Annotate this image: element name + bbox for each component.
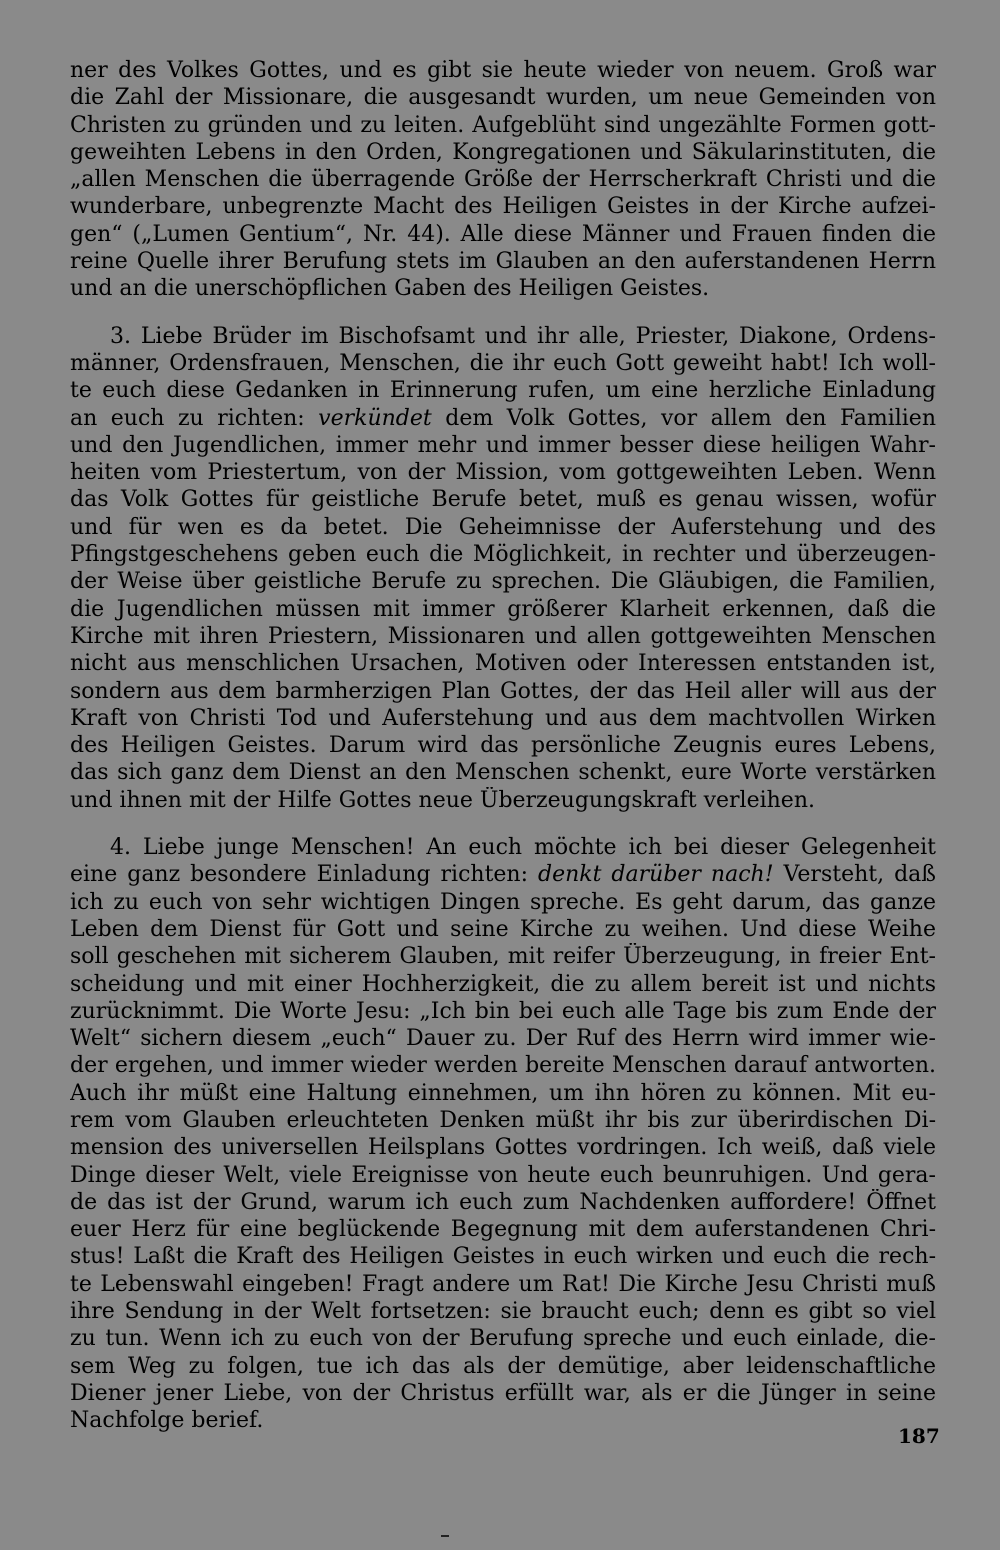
text-line: die Zahl der Missionare, die ausgesandt wurden, um neue Gemeinden von xyxy=(70,85,936,111)
bottom-mark xyxy=(441,1535,449,1537)
text-line: de das ist der Grund, warum ich euch zum Nachdenken auffordere! Öffnet xyxy=(70,1189,936,1215)
text-line: Leben dem Dienst für Gott und seine Kirche zu weihen. Und diese Weihe xyxy=(70,916,936,942)
text-line: Diener jener Liebe, von der Christus erfüllt war, als er die Jünger in seine xyxy=(70,1380,936,1406)
text-line: nicht aus menschlichen Ursachen, Motiven oder Interessen entstanden ist, xyxy=(70,651,936,677)
paragraph xyxy=(70,57,936,303)
emphasis: verkündet xyxy=(318,405,432,431)
text-line: ner des Volkes Gottes, und es gibt sie heute wieder von neuem. Groß war xyxy=(70,58,936,83)
text-line: rem vom Glauben erleuchteten Denken müßt ihr bis zur überirdischen Di- xyxy=(70,1107,936,1133)
page-body xyxy=(70,57,936,1435)
text-line: und den Jugendlichen, immer mehr und immer besser diese heiligen Wahr- xyxy=(70,432,936,458)
text-line: zu tun. Wenn ich zu euch von der Berufung spreche und euch einlade, die- xyxy=(70,1326,936,1352)
text-line: mension des universellen Heilsplans Gottes vordringen. Ich weiß, daß viele xyxy=(70,1135,936,1161)
text-line: der Weise über geistliche Berufe zu sprechen. Die Gläubigen, die Familien, xyxy=(70,569,936,595)
text-line: 3. Liebe Brüder im Bischofsamt und ihr alle, Priester, Diakone, Ordens- xyxy=(110,323,936,349)
text-line: männer, Ordensfrauen, Menschen, die ihr euch Gott geweiht habt! Ich woll- xyxy=(70,350,936,376)
text-line: „allen Menschen die überragende Größe der Herrscherkraft Christi und die xyxy=(70,167,936,193)
text-line: ihre Sendung in der Welt fortsetzen: sie braucht euch; denn es gibt so viel xyxy=(70,1299,936,1325)
text-line: euer Herz für eine beglückende Begegnung mit dem auferstandenen Chri- xyxy=(70,1217,936,1243)
text-line: Kraft von Christi Tod und Auferstehung und aus dem machtvollen Wirken xyxy=(70,705,936,731)
text-line: stus! Laßt die Kraft des Heiligen Geistes in euch wirken und euch die rech- xyxy=(70,1244,936,1270)
paragraph xyxy=(70,323,936,814)
text-line: te Lebenswahl eingeben! Fragt andere um Rat! Die Kirche Jesu Christi muß xyxy=(70,1271,936,1297)
paragraph-gap xyxy=(70,303,936,323)
text-line: Auch ihr müßt eine Haltung einnehmen, um ihn hören zu können. Mit eu- xyxy=(70,1080,936,1106)
text-line: und ihnen mit der Hilfe Gottes neue Überzeugungskraft verleihen. xyxy=(70,787,815,813)
text-line: Dinge dieser Welt, viele Ereignisse von heute euch beunruhigen. Und gera- xyxy=(70,1162,936,1188)
text-line: Christen zu gründen und zu leiten. Aufgeblüht sind ungezählte Formen gott- xyxy=(70,112,936,138)
text-line: zurücknimmt. Die Worte Jesu: „Ich bin bei euch alle Tage bis zum Ende der xyxy=(70,998,936,1024)
text-line: das Volk Gottes für geistliche Berufe betet, muß es genau wissen, wofür xyxy=(70,487,936,513)
text-line: 4. Liebe junge Menschen! An euch möchte ich bei dieser Gelegenheit xyxy=(110,835,936,861)
text-line: heiten vom Priestertum, von der Mission, vom gottgeweihten Leben. Wenn xyxy=(70,460,936,486)
text-line: und an die unerschöpflichen Gaben des Heiligen Geistes. xyxy=(70,276,710,302)
paragraph-gap xyxy=(70,814,936,834)
text-line: der ergehen, und immer wieder werden bereite Menschen darauf antworten. xyxy=(70,1053,936,1079)
text-line: soll geschehen mit sicherem Glauben, mit reifer Überzeugung, in freier Ent- xyxy=(70,944,936,970)
text-line: sem Weg zu folgen, tue ich das als der demütige, aber leidenschaftliche xyxy=(70,1353,936,1379)
paragraph xyxy=(70,834,936,1435)
text-line: eine ganz besondere Einladung richten: denkt darüber nach! Versteht, daß xyxy=(70,862,936,888)
text-line: Pfingstgeschehens geben euch die Möglichkeit, in rechter und überzeugen- xyxy=(70,542,936,568)
text-line: des Heiligen Geistes. Darum wird das persönliche Zeugnis eures Lebens, xyxy=(70,733,936,759)
page-number: 187 xyxy=(898,1424,940,1448)
text-line: sondern aus dem barmherzigen Plan Gottes, der das Heil aller will aus der xyxy=(70,678,936,704)
text-line: an euch zu richten: verkündet dem Volk Gottes, vor allem den Familien xyxy=(70,405,936,431)
text-line: geweihten Lebens in den Orden, Kongregationen und Säkularinstituten, die xyxy=(70,139,936,165)
text-line: wunderbare, unbegrenzte Macht des Heiligen Geistes in der Kirche aufzei- xyxy=(70,194,936,220)
text-line: ich zu euch von sehr wichtigen Dingen spreche. Es geht darum, das ganze xyxy=(70,889,936,915)
text-line: Kirche mit ihren Priestern, Missionaren und allen gottgeweihten Menschen xyxy=(70,623,936,649)
text-line: Welt“ sichern diesem „euch“ Dauer zu. Der Ruf des Herrn wird immer wie- xyxy=(70,1026,936,1052)
text-line: die Jugendlichen müssen mit immer größerer Klarheit erkennen, daß die xyxy=(70,596,936,622)
text-line: und für wen es da betet. Die Geheimnisse der Auferstehung und des xyxy=(70,514,936,540)
text-line: Nachfolge berief. xyxy=(70,1408,264,1434)
text-line: reine Quelle ihrer Berufung stets im Glauben an den auferstandenen Herrn xyxy=(70,249,936,275)
text-line: scheidung und mit einer Hochherzigkeit, die zu allem bereit ist und nichts xyxy=(70,971,936,997)
text-line: das sich ganz dem Dienst an den Menschen schenkt, eure Worte verstärken xyxy=(70,760,936,786)
emphasis: denkt darüber nach! xyxy=(538,862,774,888)
text-line: gen“ („Lumen Gentium“, Nr. 44). Alle diese Männer und Frauen finden die xyxy=(70,221,936,247)
text-line: te euch diese Gedanken in Erinnerung rufen, um eine herzliche Einladung xyxy=(70,378,936,404)
